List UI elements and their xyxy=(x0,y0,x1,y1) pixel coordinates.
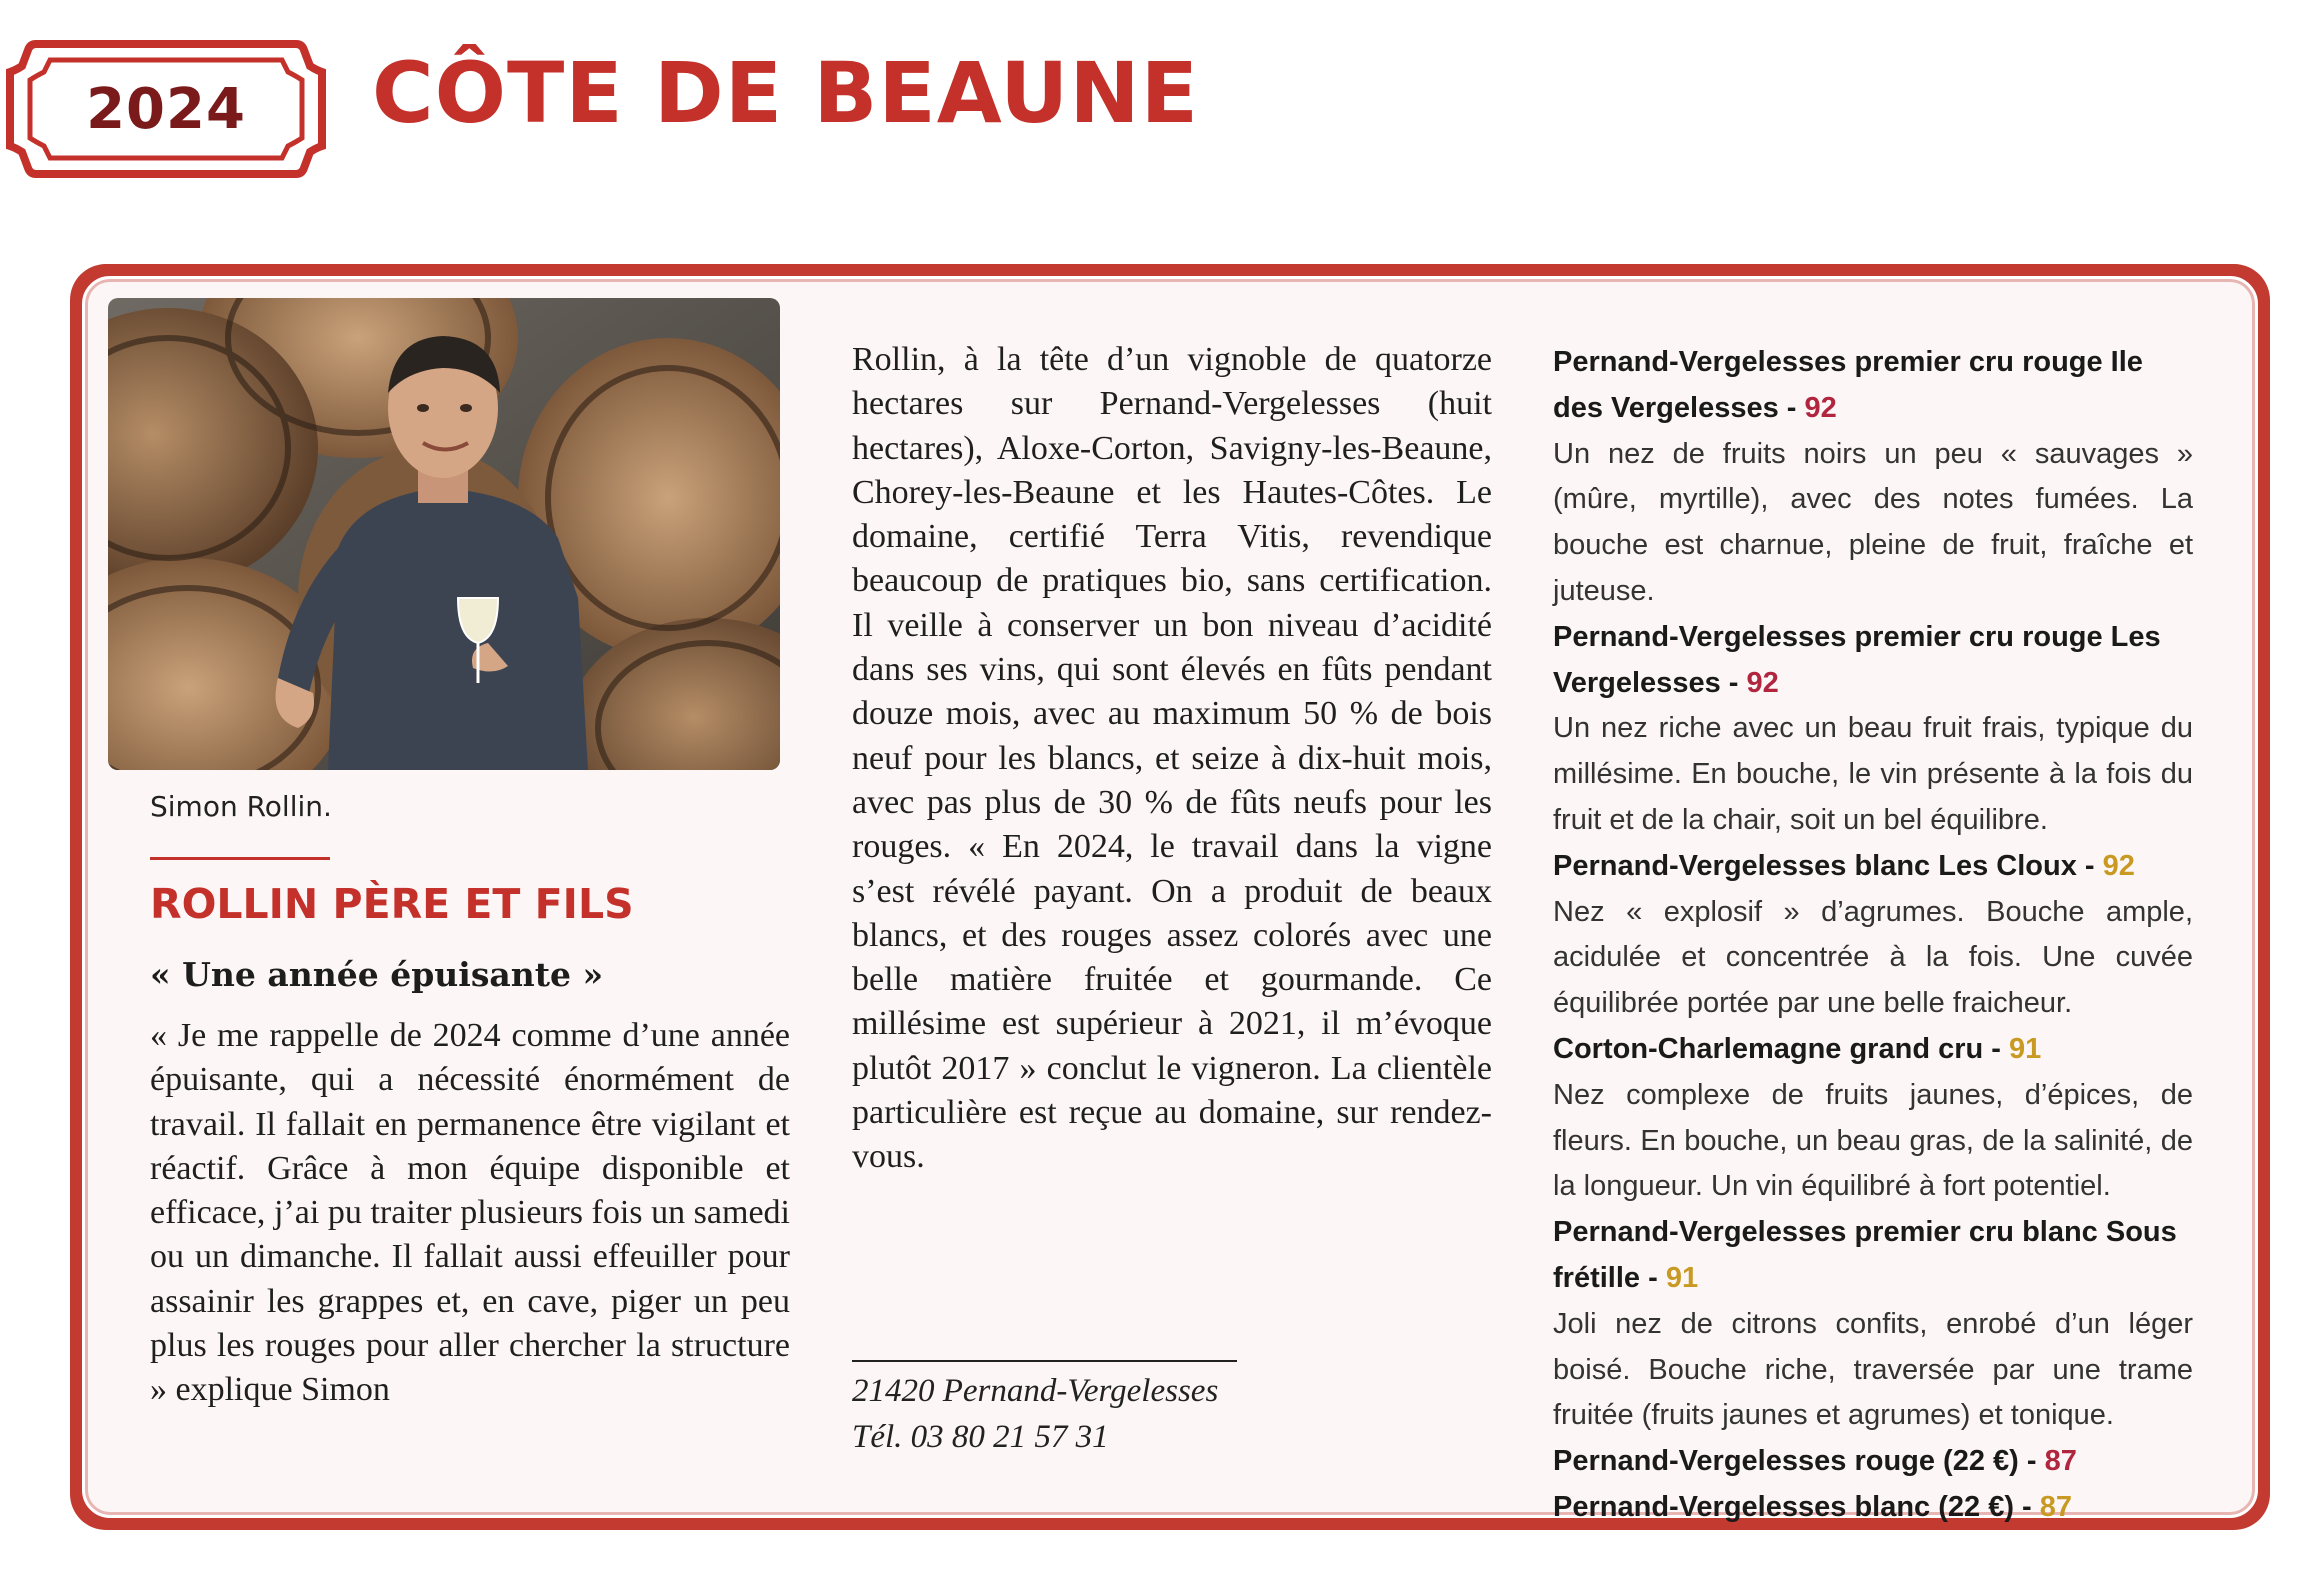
wine-entry xyxy=(1553,615,2193,844)
score-separator: - xyxy=(2014,1490,2040,1523)
wine-score: 92 xyxy=(1746,666,1779,699)
address-line: 21420 Pernand-Vergelesses xyxy=(852,1373,1219,1409)
wine-name: Pernand-Vergelesses blanc (22 €) xyxy=(1553,1490,2014,1523)
wine-note: Nez « explosif » d’agrumes. Bouche ample, acidulée et concentrée à la fois. Une cuvée équilibrée portée par une belle fraicheur. xyxy=(1553,895,2193,1020)
wine-name: Corton-Charlemagne grand cru xyxy=(1553,1032,1984,1065)
region-title: CÔTE DE BEAUNE xyxy=(372,44,1200,142)
producer-name: ROLLIN PÈRE ET FILS xyxy=(150,880,634,928)
score-separator: - xyxy=(1983,1032,2009,1065)
wine-name: Pernand-Vergelesses premier cru rouge Ile des Vergelesses xyxy=(1553,346,2143,424)
portrait-photo xyxy=(108,298,780,770)
wine-entry xyxy=(1553,1210,2193,1439)
wine-name: Pernand-Vergelesses premier cru blanc Sous frétille xyxy=(1553,1216,2177,1294)
photo-caption: Simon Rollin. xyxy=(150,790,332,823)
wine-score: 91 xyxy=(2009,1032,2042,1065)
wine-name: Pernand-Vergelesses rouge (22 €) xyxy=(1553,1445,2019,1478)
wine-note: Nez complexe de fruits jaunes, d’épices, de fleurs. En bouche, un beau gras, de la salinité, de la longueur. Un vin équilibré à fort potentiel. xyxy=(1553,1078,2193,1203)
red-divider xyxy=(150,857,330,860)
wine-score: 92 xyxy=(2102,849,2135,882)
wine-note: Joli nez de citrons confits, enrobé d’un léger boisé. Bouche riche, traversée par une trame fruitée (fruits jaunes et agrumes) et tonique. xyxy=(1553,1307,2193,1432)
score-separator: - xyxy=(2018,1445,2045,1478)
phone-line: Tél. 03 80 21 57 31 xyxy=(852,1419,1109,1455)
quote-title: « Une année épuisante » xyxy=(150,955,604,994)
score-separator: - xyxy=(1640,1261,1666,1294)
score-separator: - xyxy=(1720,666,1747,699)
wine-entry xyxy=(1553,340,2193,615)
wine-entry xyxy=(1553,1439,2193,1485)
wine-entry xyxy=(1553,844,2193,1027)
wine-note: Un nez riche avec un beau fruit frais, typique du millésime. En bouche, le vin présente à la fois du fruit et de la chair, soit un bel équilibre. xyxy=(1553,712,2193,836)
score-separator: - xyxy=(1778,391,1805,424)
tasting-notes xyxy=(1553,340,2193,1531)
wine-entry xyxy=(1553,1485,2193,1531)
wine-name: Pernand-Vergelesses premier cru rouge Les Vergelesses xyxy=(1553,620,2161,699)
wine-score: 91 xyxy=(1665,1261,1699,1294)
wine-score: 92 xyxy=(1804,391,1837,424)
wine-score: 87 xyxy=(2044,1445,2077,1478)
score-separator: - xyxy=(2076,849,2103,882)
article-body-col1: « Je me rappelle de 2024 comme d’une année épuisante, qui a nécessité énormément de travail. Il fallait en permanence être vigilant et réactif. Grâce à mon équipe disponible et efficace, j’ai pu traiter plusieurs fois un samedi ou un dimanche. Il fallait aussi effeuiller pour assainir les grappes et, en cave, piger un peu plus les rouges pour aller chercher la structure » explique Simon xyxy=(150,1017,790,1409)
address-block xyxy=(852,1368,1452,1460)
wine-note: Un nez de fruits noirs un peu « sauvages » (mûre, myrtille), avec des notes fumées. La bouche est charnue, pleine de fruit, fraîche et juteuse. xyxy=(1553,437,2193,607)
address-divider xyxy=(852,1360,1237,1362)
article-body-col2: Rollin, à la tête d’un vignoble de quatorze hectares sur Pernand-Vergelesses (huit hectares), Aloxe-Corton, Savigny-les-Beaune, Chorey-les-Beaune et les Hautes-Côtes. Le domaine, certifié Terra Vitis, revendique beaucoup de pratiques bio, sans certification. Il veille à conserver un bon niveau d’acidité dans ses vins, qui sont élevés en fûts pendant douze mois, avec au maximum 50 % de bois neuf pour les blancs, et seize à dix-huit mois, avec pas plus de 30 % de fûts neufs pour les rouges. « En 2024, le travail dans la vigne s’est révélé payant. On a produit de beaux blancs, et des rouges assez colorés avec une belle matière fruitée et gourmande. Ce millésime est supérieur à 2021, il m’évoque plutôt 2017 » conclut le vigneron. La clientèle particulière est reçue au domaine, sur rendez-vous. xyxy=(852,341,1492,1176)
year-label: 2024 xyxy=(86,76,246,142)
year-badge xyxy=(6,36,326,182)
wine-entry xyxy=(1553,1027,2193,1210)
wine-score: 87 xyxy=(2039,1490,2073,1523)
wine-name: Pernand-Vergelesses blanc Les Cloux xyxy=(1553,849,2077,882)
